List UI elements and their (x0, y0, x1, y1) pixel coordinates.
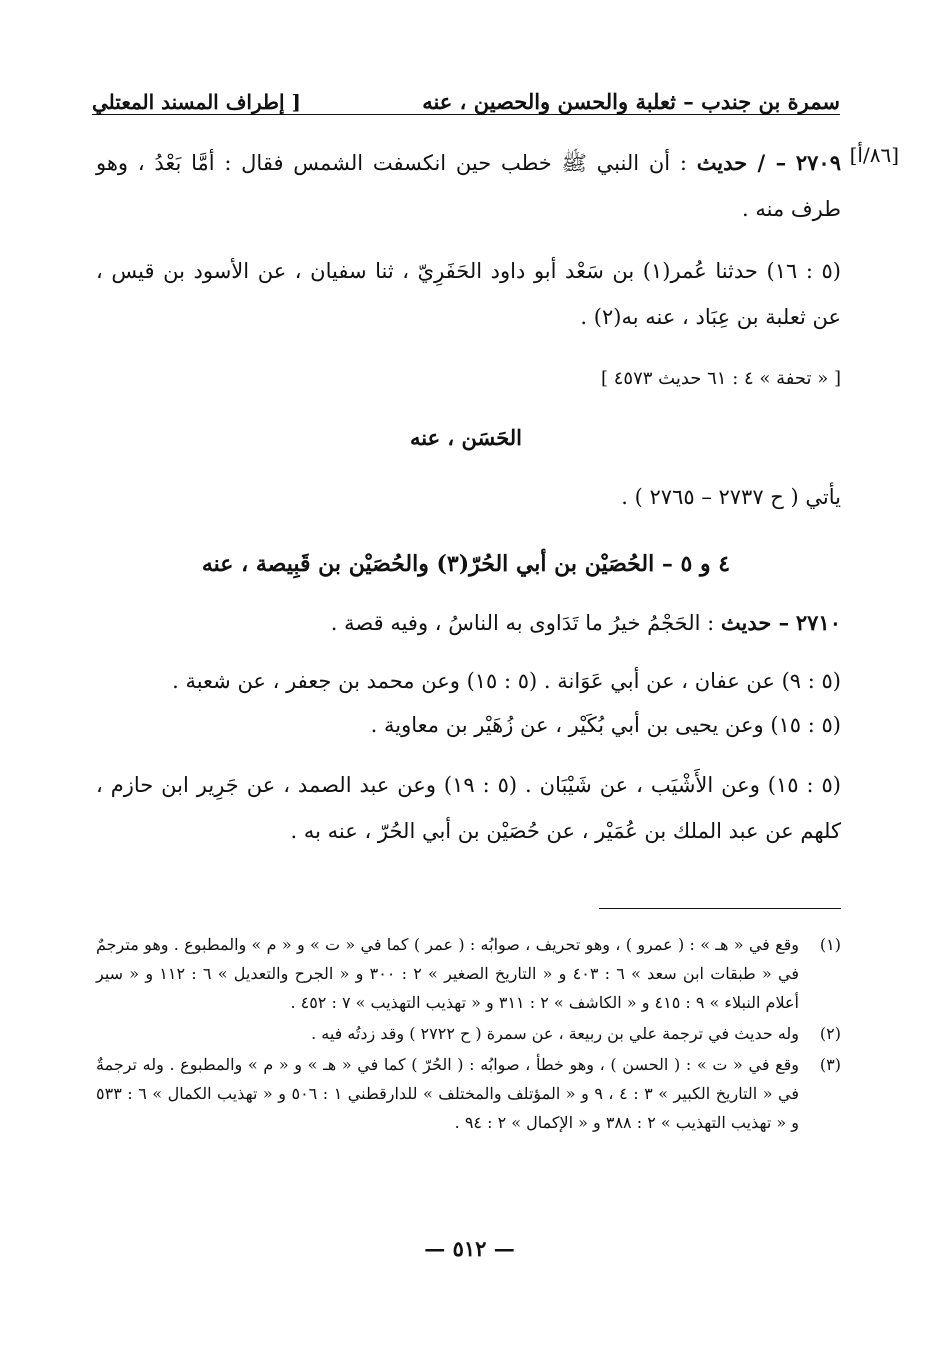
running-header (92, 78, 840, 115)
footnote-number: (١) (819, 935, 841, 954)
footnote-number: (٢) (819, 1024, 841, 1043)
isnad-paragraph: (٥ : ١٥) وعن الأَشْيَب ، عن شَيْبَان . (٥ : ١٩) وعن عبد الصمد ، عن جَرِير ابن حازم ، كلهم عن عبد الملك بن عُمَيْر ، عن حُصَيْن بن أبي الحُرّ ، عنه به . (96, 773, 841, 843)
isnad-paragraph: (٥ : ١٦) حدثنا عُمر(١) بن سَعْد أبو داود الحَفَرِيّ ، ثنا سفيان ، عن الأسود بن قيس ، عن ثعلبة بن عِبَاد ، عنه به(٢) . (96, 259, 841, 329)
page-number: — ٥١٢ — (424, 1236, 515, 1261)
margin-folio-note: [٨٦/أ] (849, 143, 899, 167)
isnad-line: (٥ : ٩) عن عفان ، عن أبي عَوَانة . (٥ : ١٥) وعن محمد بن جعفر ، عن شعبة . (172, 669, 841, 693)
cross-reference: يأتي ( ح ٢٧٣٧ – ٢٧٦٥ ) . (621, 485, 841, 509)
hadith-text: : الحَجْمُ خيرُ ما تَدَاوى به الناسُ ، وفيه قصة . (330, 611, 715, 635)
hadith-2709 (96, 140, 841, 232)
footnote (96, 1019, 841, 1048)
tuhfa-reference: [ « تحفة » ٤ : ٦١ حديث ٤٥٧٣ ] (601, 368, 841, 389)
footnote-text: وقع في « ت » : ( الحسن ) ، وهو خطأ ، صوابُه : ( الحُرّ ) كما في « هـ » و « م » والمطبوع . وله ترجمةٌ في « التاريخ الكبير » ٣ : ٤ ، ٩ و « المؤتلف والمختلف » للدارقطني ١ : ٥٠٦ و « تهذيب الكمال » ٦ : ٥٣٣ و « تهذيب التهذيب » ٢ : ٣٨٨ و « الإكمال » ٢ : ٩٤ . (96, 1055, 800, 1132)
footnote (96, 1050, 841, 1137)
footnote-separator (599, 908, 841, 909)
footnotes (96, 930, 841, 1139)
isnad-line: (٥ : ١٥) وعن يحيى بن أبي بُكَيْر ، عن زُهَيْر بن معاوية . (370, 713, 841, 737)
footnote-number: (٣) (819, 1055, 841, 1074)
footnote (96, 930, 841, 1017)
section-heading-husain: ٤ و ٥ – الحُصَيْن بن أبي الحُرّ(٣) والحُصَيْن بن قَبِيصة ، عنه (201, 551, 731, 577)
hadith-2710 (96, 600, 841, 646)
hadith-label: – / حديث (696, 150, 787, 175)
hadith-label: – حديث (720, 610, 790, 635)
footnote-text: وله حديث في ترجمة علي بن ربيعة ، عن سمرة ( ح ٢٧٢٢ ) وقد زدتُه فيه . (311, 1024, 799, 1043)
section-heading-hasan: الحَسَن ، عنه (409, 425, 523, 450)
footnote-text: وقع في « هـ » : ( عمرو ) ، وهو تحريف ، صوابُه : ( عمر ) كما في « ت » و « م » والمطبوع . وهو مترجمٌ في « طبقات ابن سعد » ٦ : ٤٠٣ و « التاريخ الصغير » ٢ : ٣٠٠ و « الجرح والتعديل » ٦ : ١١٢ و « سير أعلام النبلاء » ٩ : ٤١٥ و « الكاشف » ٢ : ٣١١ و « تهذيب التهذيب » ٧ : ٤٥٢ . (96, 935, 800, 1012)
hadith-number: ٢٧١٠ (795, 610, 841, 635)
header-book-title: [ إطراف المسند المعتلي (92, 90, 301, 114)
header-chapter-title: سمرة بن جندب – ثعلبة والحسن والحصين ، عنه (422, 89, 840, 114)
hadith-text: : أن النبي ﷺ خطب حين انكسفت الشمس فقال : أمَّا بَعْدُ ، وهو طرف منه . (96, 151, 841, 221)
hadith-number: ٢٧٠٩ (795, 150, 841, 175)
